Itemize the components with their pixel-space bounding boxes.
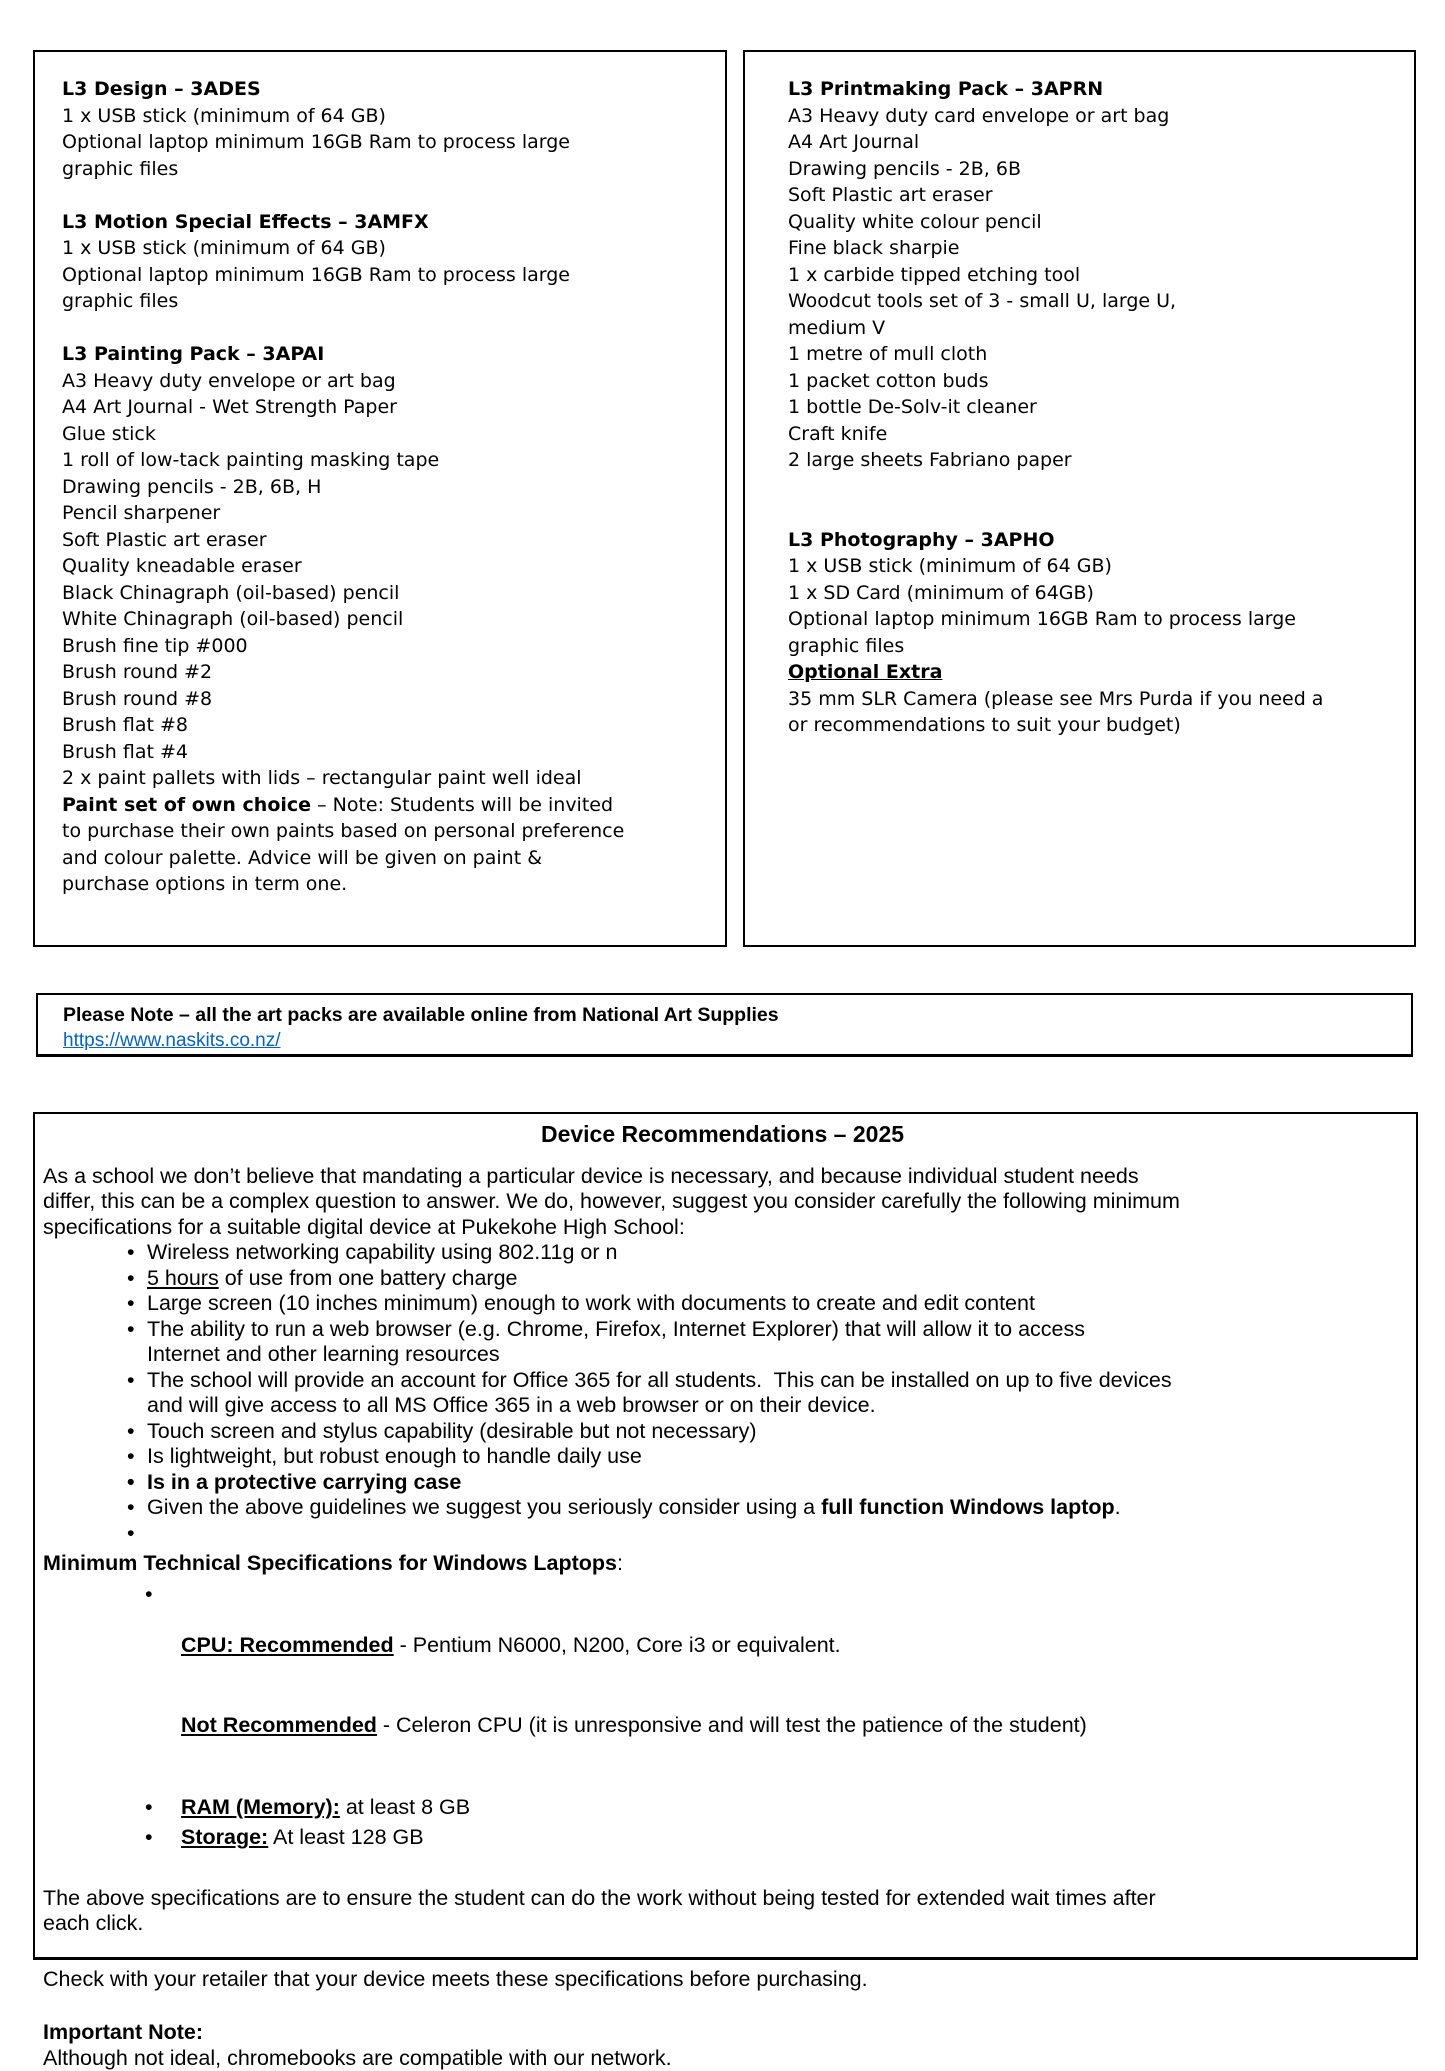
pack-item: 1 metre of mull cloth <box>788 341 1400 368</box>
paint-set-note: and colour palette. Advice will be given on paint & <box>62 845 709 872</box>
guideline-item <box>125 1266 1402 1292</box>
design-section-title: L3 Design – 3ADES <box>62 76 709 103</box>
pack-item: Woodcut tools set of 3 - small U, large U, <box>788 288 1400 315</box>
battery-hours: 5 hours <box>147 1266 219 1290</box>
guideline-item: • Touch screen and stylus capability (desirable but not necessary) <box>125 1419 1402 1445</box>
spec-line <box>181 1633 1402 1659</box>
pack-item: 1 x USB stick (minimum of 64 GB) <box>62 103 709 130</box>
cpu-label: CPU: Recommended <box>181 1633 394 1657</box>
pack-item: Drawing pencils - 2B, 6B <box>788 156 1400 183</box>
pack-item: medium V <box>788 315 1400 342</box>
pack-item: A3 Heavy duty card envelope or art bag <box>788 103 1400 130</box>
paint-set-note <box>62 792 709 819</box>
device-intro: differ, this can be a complex question to answer. We do, however, suggest you consider carefully the following minimum <box>43 1189 1402 1215</box>
device-intro: specifications for a suitable digital device at Pukekohe High School: <box>43 1215 1402 1241</box>
please-note-heading: Please Note – all the art packs are available online from National Art Supplies <box>63 1003 1391 1028</box>
pack-item: graphic files <box>788 633 1400 660</box>
pack-item: Optional laptop minimum 16GB Ram to process large <box>788 606 1400 633</box>
optional-extra-item: or recommendations to suit your budget) <box>788 712 1400 739</box>
guideline-item: • Large screen (10 inches minimum) enough to work with documents to create and edit content <box>125 1291 1402 1317</box>
paint-set-note-lead: Paint set of own choice <box>62 794 311 816</box>
paint-set-note: to purchase their own paints based on personal preference <box>62 818 709 845</box>
pack-item: Pencil sharpener <box>62 500 709 527</box>
specs-explanation: each click. <box>43 1911 1402 1937</box>
device-intro: As a school we don’t believe that mandating a particular device is necessary, and because individual student needs <box>43 1164 1402 1190</box>
pack-item: 1 x carbide tipped etching tool <box>788 262 1400 289</box>
pack-item: Brush flat #4 <box>62 739 709 766</box>
empty-bullet-item <box>125 1521 1402 1547</box>
pack-item: Soft Plastic art eraser <box>62 527 709 554</box>
pack-item: Fine black sharpie <box>788 235 1400 262</box>
pack-item: Black Chinagraph (oil-based) pencil <box>62 580 709 607</box>
guideline-line: and will give access to all MS Office 365 in a web browser or on their device. <box>147 1393 1402 1419</box>
important-note-heading: Important Note: <box>43 2020 1402 2046</box>
pack-item: 1 packet cotton buds <box>788 368 1400 395</box>
paint-set-note-rest: – Note: Students will be invited <box>311 794 613 816</box>
device-guidelines-list <box>43 1240 1402 1546</box>
pack-item: 1 roll of low-tack painting masking tape <box>62 447 709 474</box>
art-packs-box-right <box>743 50 1416 947</box>
device-specs-list <box>43 1582 1402 1851</box>
specs-heading <box>43 1551 1402 1577</box>
pack-item: Drawing pencils - 2B, 6B, H <box>62 474 709 501</box>
printmaking-section-title: L3 Printmaking Pack – 3APRN <box>788 76 1400 103</box>
pack-item: Quality kneadable eraser <box>62 553 709 580</box>
not-recommended-value: - Celeron CPU (it is unresponsive and will test the patience of the student) <box>377 1713 1087 1737</box>
pack-item: A3 Heavy duty envelope or art bag <box>62 368 709 395</box>
art-packs-box-left <box>33 50 727 947</box>
pack-item: Brush fine tip #000 <box>62 633 709 660</box>
pack-item: graphic files <box>62 156 709 183</box>
guideline-line: Internet and other learning resources <box>147 1342 1402 1368</box>
not-recommended-label: Not Recommended <box>181 1713 377 1737</box>
guideline-item: • Is lightweight, but robust enough to handle daily use <box>125 1444 1402 1470</box>
cpu-value: - Pentium N6000, N200, Core i3 or equivalent. <box>394 1633 841 1657</box>
specs-heading-text: Minimum Technical Specifications for Windows Laptops <box>43 1551 617 1575</box>
specs-heading-colon: : <box>617 1551 623 1575</box>
pack-item: Brush round #8 <box>62 686 709 713</box>
pack-item: 1 x USB stick (minimum of 64 GB) <box>62 235 709 262</box>
pack-item: Optional laptop minimum 16GB Ram to process large <box>62 262 709 289</box>
naskits-link[interactable]: https://www.naskits.co.nz/ <box>63 1030 281 1051</box>
painting-section-title: L3 Painting Pack – 3APAI <box>62 341 709 368</box>
important-note-text: Although not ideal, chromebooks are compatible with our network. <box>43 2046 1402 2071</box>
paint-set-note: purchase options in term one. <box>62 871 709 898</box>
spec-item-cpu <box>143 1582 1402 1790</box>
guideline-item: • Wireless networking capability using 802.11g or n <box>125 1240 1402 1266</box>
device-recommendations-box <box>33 1112 1418 1960</box>
pack-item: Optional laptop minimum 16GB Ram to process large <box>62 129 709 156</box>
photography-section-title: L3 Photography – 3APHO <box>788 527 1400 554</box>
specs-explanation: The above specifications are to ensure the student can do the work without being tested for extended wait times after <box>43 1886 1402 1912</box>
pack-item: A4 Art Journal <box>788 129 1400 156</box>
device-recommendations-title: Device Recommendations – 2025 <box>43 1122 1402 1148</box>
guideline-line: • The ability to run a web browser (e.g. Chrome, Firefox, Internet Explorer) that will allow it to access <box>147 1317 1402 1343</box>
pack-item: White Chinagraph (oil-based) pencil <box>62 606 709 633</box>
pack-item: Craft knife <box>788 421 1400 448</box>
storage-label: Storage: <box>181 1825 268 1849</box>
pack-item: graphic files <box>62 288 709 315</box>
guideline-item <box>125 1368 1402 1419</box>
guideline-text: Given the above guidelines we suggest you seriously consider using a <box>147 1495 821 1519</box>
windows-laptop-emphasis: full function Windows laptop <box>821 1495 1115 1519</box>
guideline-item <box>125 1495 1402 1521</box>
optional-extra-item: 35 mm SLR Camera (please see Mrs Purda if you need a <box>788 686 1400 713</box>
pack-item: Brush round #2 <box>62 659 709 686</box>
pack-item: 2 large sheets Fabriano paper <box>788 447 1400 474</box>
pack-item: Quality white colour pencil <box>788 209 1400 236</box>
guideline-line: • The school will provide an account for Office 365 for all students. This can be installed on up to five devices <box>147 1368 1402 1394</box>
pack-item: 1 x SD Card (minimum of 64GB) <box>788 580 1400 607</box>
battery-rest: of use from one battery charge <box>219 1266 518 1290</box>
pack-item: 1 bottle De-Solv-it cleaner <box>788 394 1400 421</box>
motion-section-title: L3 Motion Special Effects – 3AMFX <box>62 209 709 236</box>
pack-item: 1 x USB stick (minimum of 64 GB) <box>788 553 1400 580</box>
pack-item: 2 x paint pallets with lids – rectangular paint well ideal <box>62 765 709 792</box>
pack-item: A4 Art Journal - Wet Strength Paper <box>62 394 709 421</box>
please-note-box <box>36 993 1413 1057</box>
ram-label: RAM (Memory): <box>181 1795 340 1819</box>
guideline-item: • Is in a protective carrying case <box>125 1470 1402 1496</box>
pack-item: Glue stick <box>62 421 709 448</box>
spec-line <box>181 1713 1402 1739</box>
spec-item-storage <box>143 1825 1402 1851</box>
storage-value: At least 128 GB <box>268 1825 423 1849</box>
optional-extra-heading: Optional Extra <box>788 659 1400 686</box>
guideline-text: . <box>1115 1495 1121 1519</box>
guideline-item <box>125 1317 1402 1368</box>
retailer-advice: Check with your retailer that your device meets these specifications before purchasing. <box>43 1967 1402 1993</box>
pack-item: Brush flat #8 <box>62 712 709 739</box>
pack-item: Soft Plastic art eraser <box>788 182 1400 209</box>
spec-item-ram <box>143 1795 1402 1821</box>
ram-value: at least 8 GB <box>340 1795 470 1819</box>
